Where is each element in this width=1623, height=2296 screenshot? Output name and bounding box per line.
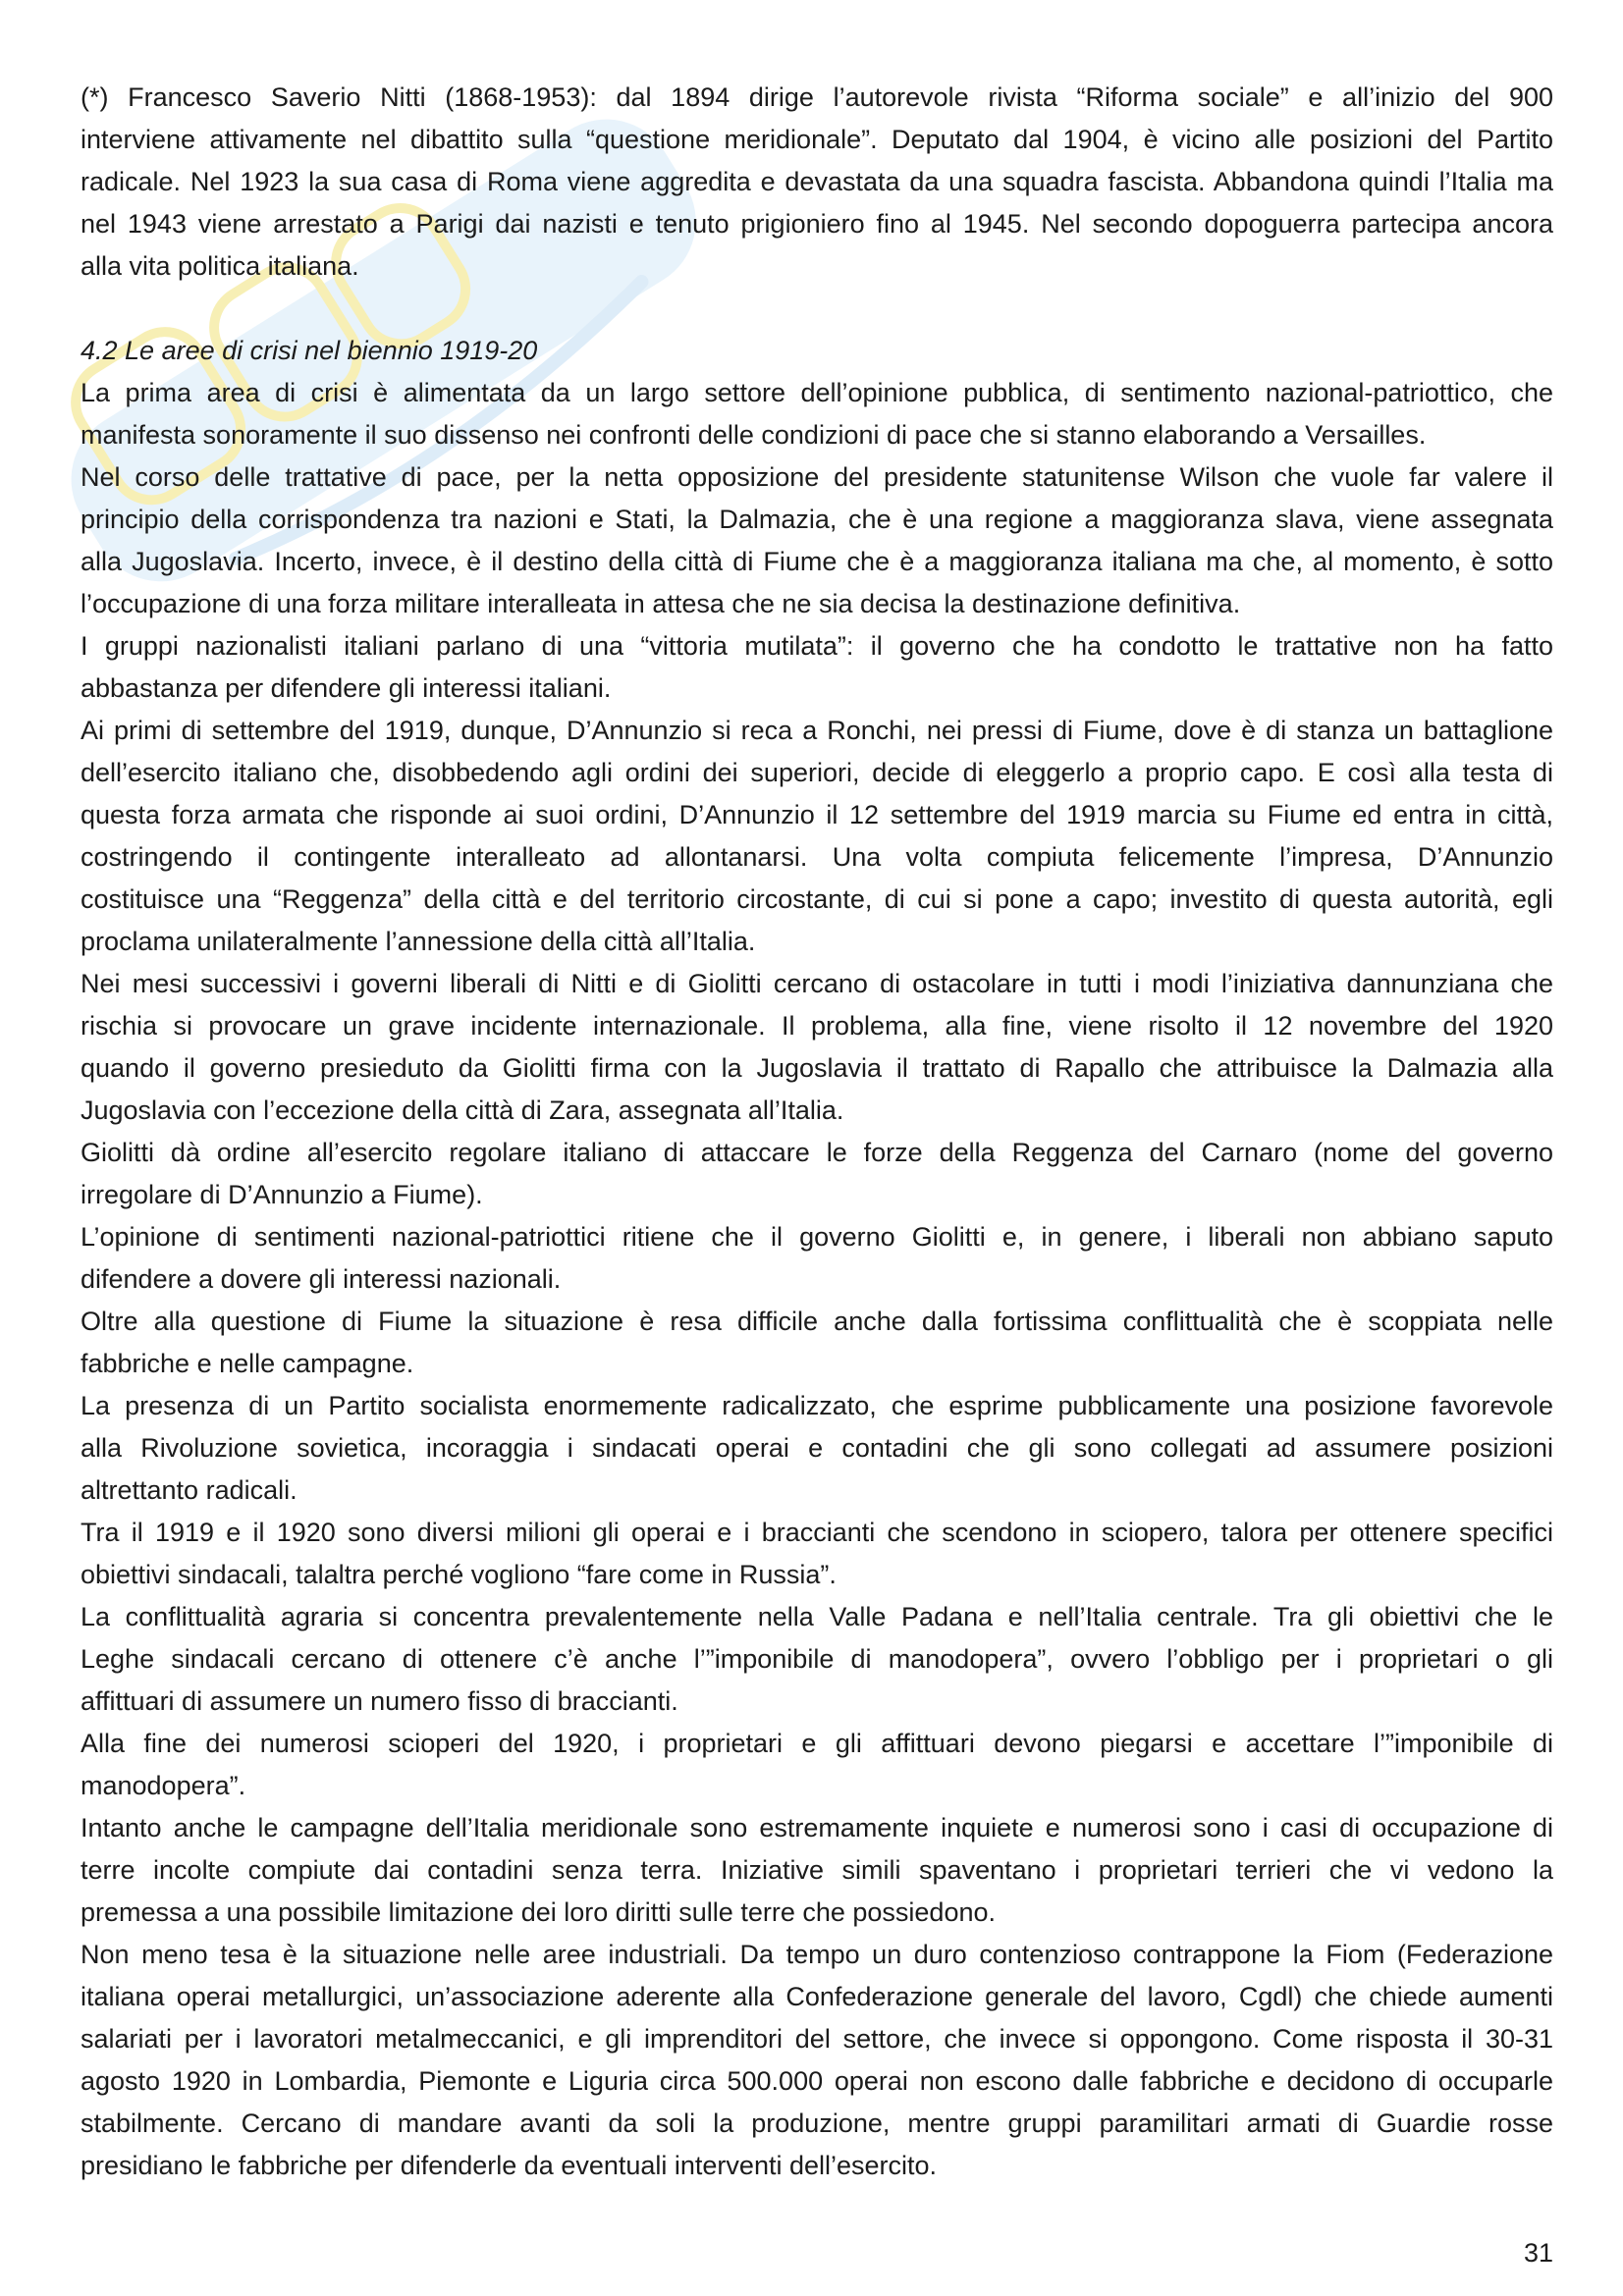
text-line: (*) Francesco Saverio Nitti (1868-1953): dal 1894 dirige l’autorevole rivista “Riforma sociale” e all’inizio del 900 (81, 82, 1553, 112)
paragraph (81, 1512, 1553, 1596)
text-line: rischia si provocare un grave incidente internazionale. Il problema, alla fine, viene risolto il 12 novembre del 1920 (81, 1011, 1553, 1041)
blank-line (81, 288, 1553, 330)
text-line: alla vita politica italiana. (81, 251, 359, 281)
text-line: altrettanto radicali. (81, 1475, 298, 1505)
text-line: nel 1943 viene arrestato a Parigi dai nazisti e tenuto prigioniero fino al 1945. Nel secondo dopoguerra partecipa ancora (81, 209, 1553, 239)
text-line: Giolitti dà ordine all’esercito regolare italiano di attaccare le forze della Reggenza del Carnaro (nome del governo (81, 1138, 1553, 1167)
text-line: Oltre alla questione di Fiume la situazione è resa difficile anche dalla fortissima conflittualità che è scoppiata nelle (81, 1307, 1553, 1336)
text-line: agosto 1920 in Lombardia, Piemonte e Liguria circa 500.000 operai non escono dalle fabbriche e decidono di occuparle (81, 2066, 1553, 2096)
text-line: La prima area di crisi è alimentata da un largo settore dell’opinione pubblica, di sentimento nazional-patriottico, che (81, 378, 1553, 407)
paragraph (81, 456, 1553, 625)
text-line: abbastanza per difendere gli interessi italiani. (81, 673, 612, 703)
text-line: dell’esercito italiano che, disobbedendo agli ordini dei superiori, decide di eleggerlo a proprio capo. E così alla testa di (81, 758, 1553, 787)
paragraph (81, 1132, 1553, 1216)
text-line: interviene attivamente nel dibattito sulla “questione meridionale”. Deputato dal 1904, è vicino alle posizioni del Partito (81, 125, 1553, 154)
text-line: salariati per i lavoratori metalmeccanici, e gli imprenditori del settore, che invece si oppongono. Come risposta il 30-31 (81, 2024, 1553, 2054)
paragraph (81, 1934, 1553, 2187)
text-line: presidiano le fabbriche per difenderle da eventuali interventi dell’esercito. (81, 2151, 938, 2180)
text-line: quando il governo presieduto da Giolitti firma con la Jugoslavia il trattato di Rapallo che attribuisce la Dalmazia alla (81, 1053, 1553, 1083)
paragraph (81, 1216, 1553, 1301)
text-line: italiana operai metallurgici, un’associazione aderente alla Confederazione generale del lavoro, Cgdl) che chiede aumenti (81, 1982, 1553, 2011)
footnote (81, 77, 1553, 288)
text-line: costringendo il contingente interalleato ad allontanarsi. Una volta compiuta felicemente l’impresa, D’Annunzio (81, 842, 1553, 872)
text-line: Nei mesi successivi i governi liberali di Nitti e di Giolitti cercano di ostacolare in tutti i modi l’iniziativa dannunziana che (81, 969, 1553, 998)
text-line: costituisce una “Reggenza” della città e del territorio circostante, di cui si pone a capo; investito di questa autorità, egli (81, 884, 1553, 914)
text-line: L’opinione di sentimenti nazional-patriottici ritiene che il governo Giolitti e, in genere, i liberali non abbiano saputo (81, 1222, 1553, 1252)
text-line: obiettivi sindacali, talaltra perché vogliono “fare come in Russia”. (81, 1560, 837, 1589)
text-line: alla Jugoslavia. Incerto, invece, è il destino della città di Fiume che è a maggioranza italiana ma che, al momento, è sotto (81, 547, 1553, 576)
section-heading: 4.2 Le aree di crisi nel biennio 1919-20 (81, 336, 538, 365)
text-line: Non meno tesa è la situazione nelle aree industriali. Da tempo un duro contenzioso contrappone la Fiom (Federazione (81, 1940, 1553, 1969)
page-number: 31 (1523, 2238, 1553, 2268)
paragraph (81, 1723, 1553, 1807)
text-line: affittuari di assumere un numero fisso di braccianti. (81, 1686, 678, 1716)
text-line: Alla fine dei numerosi scioperi del 1920, i proprietari e gli affittuari devono piegarsi e accettare l’”imponibile di (81, 1729, 1553, 1758)
text-line: stabilmente. Cercano di mandare avanti da soli la produzione, mentre gruppi paramilitari armati di Guardie rosse (81, 2109, 1553, 2138)
paragraph (81, 963, 1553, 1132)
text-line: proclama unilateralmente l’annessione della città all’Italia. (81, 927, 756, 956)
text-line: Nel corso delle trattative di pace, per la netta opposizione del presidente statunitense Wilson che vuole far valere il (81, 462, 1553, 492)
paragraph (81, 710, 1553, 963)
text-line: La conflittualità agraria si concentra prevalentemente nella Valle Padana e nell’Italia centrale. Tra gli obiettivi che le (81, 1602, 1553, 1631)
text-line: alla Rivoluzione sovietica, incoraggia i sindacati operai e contadini che gli sono collegati ad assumere posizioni (81, 1433, 1553, 1463)
text-line: irregolare di D’Annunzio a Fiume). (81, 1180, 483, 1209)
text-line: La presenza di un Partito socialista enormemente radicalizzato, che esprime pubblicamente una posizione favorevole (81, 1391, 1553, 1420)
paragraph (81, 1301, 1553, 1385)
paragraph (81, 1385, 1553, 1512)
text-line: manifesta sonoramente il suo dissenso nei confronti delle condizioni di pace che si stanno elaborando a Versailles. (81, 420, 1427, 450)
text-line: Jugoslavia con l’eccezione della città di Zara, assegnata all’Italia. (81, 1095, 844, 1125)
paragraph (81, 625, 1553, 710)
text-line: I gruppi nazionalisti italiani parlano di una “vittoria mutilata”: il governo che ha condotto le trattative non ha fatto (81, 631, 1553, 661)
text-line: premessa a una possibile limitazione dei loro diritti sulle terre che possiedono. (81, 1897, 996, 1927)
text-line: fabbriche e nelle campagne. (81, 1349, 414, 1378)
text-line: Ai primi di settembre del 1919, dunque, D’Annunzio si reca a Ronchi, nei pressi di Fiume, dove è di stanza un battaglione (81, 716, 1553, 745)
paragraph (81, 372, 1553, 456)
text-line: l’occupazione di una forza militare interalleata in attesa che ne sia decisa la destinazione definitiva. (81, 589, 1241, 618)
text-line: Tra il 1919 e il 1920 sono diversi milioni gli operai e i braccianti che scendono in sciopero, talora per ottenere specifici (81, 1518, 1553, 1547)
text-line: terre incolte compiute dai contadini senza terra. Iniziative simili spaventano i proprietari terrieri che vi vedono la (81, 1855, 1553, 1885)
text-line: difendere a dovere gli interessi nazionali. (81, 1264, 562, 1294)
page-body (81, 77, 1553, 2187)
text-line: questa forza armata che risponde ai suoi ordini, D’Annunzio il 12 settembre del 1919 marcia su Fiume ed entra in città, (81, 800, 1553, 829)
text-line: Leghe sindacali cercano di ottenere c’è anche l’”imponibile di manodopera”, ovvero l’obbligo per i proprietari o gli (81, 1644, 1553, 1674)
text-line: manodopera”. (81, 1771, 246, 1800)
text-line: principio della corrispondenza tra nazioni e Stati, la Dalmazia, che è una regione a maggioranza slava, viene assegnata (81, 505, 1553, 534)
paragraph (81, 1596, 1553, 1723)
text-line: radicale. Nel 1923 la sua casa di Roma viene aggredita e devastata da una squadra fascista. Abbandona quindi l’Italia ma (81, 167, 1553, 196)
text-line: Intanto anche le campagne dell’Italia meridionale sono estremamente inquiete e numerosi sono i casi di occupazione di (81, 1813, 1553, 1842)
paragraph (81, 1807, 1553, 1934)
